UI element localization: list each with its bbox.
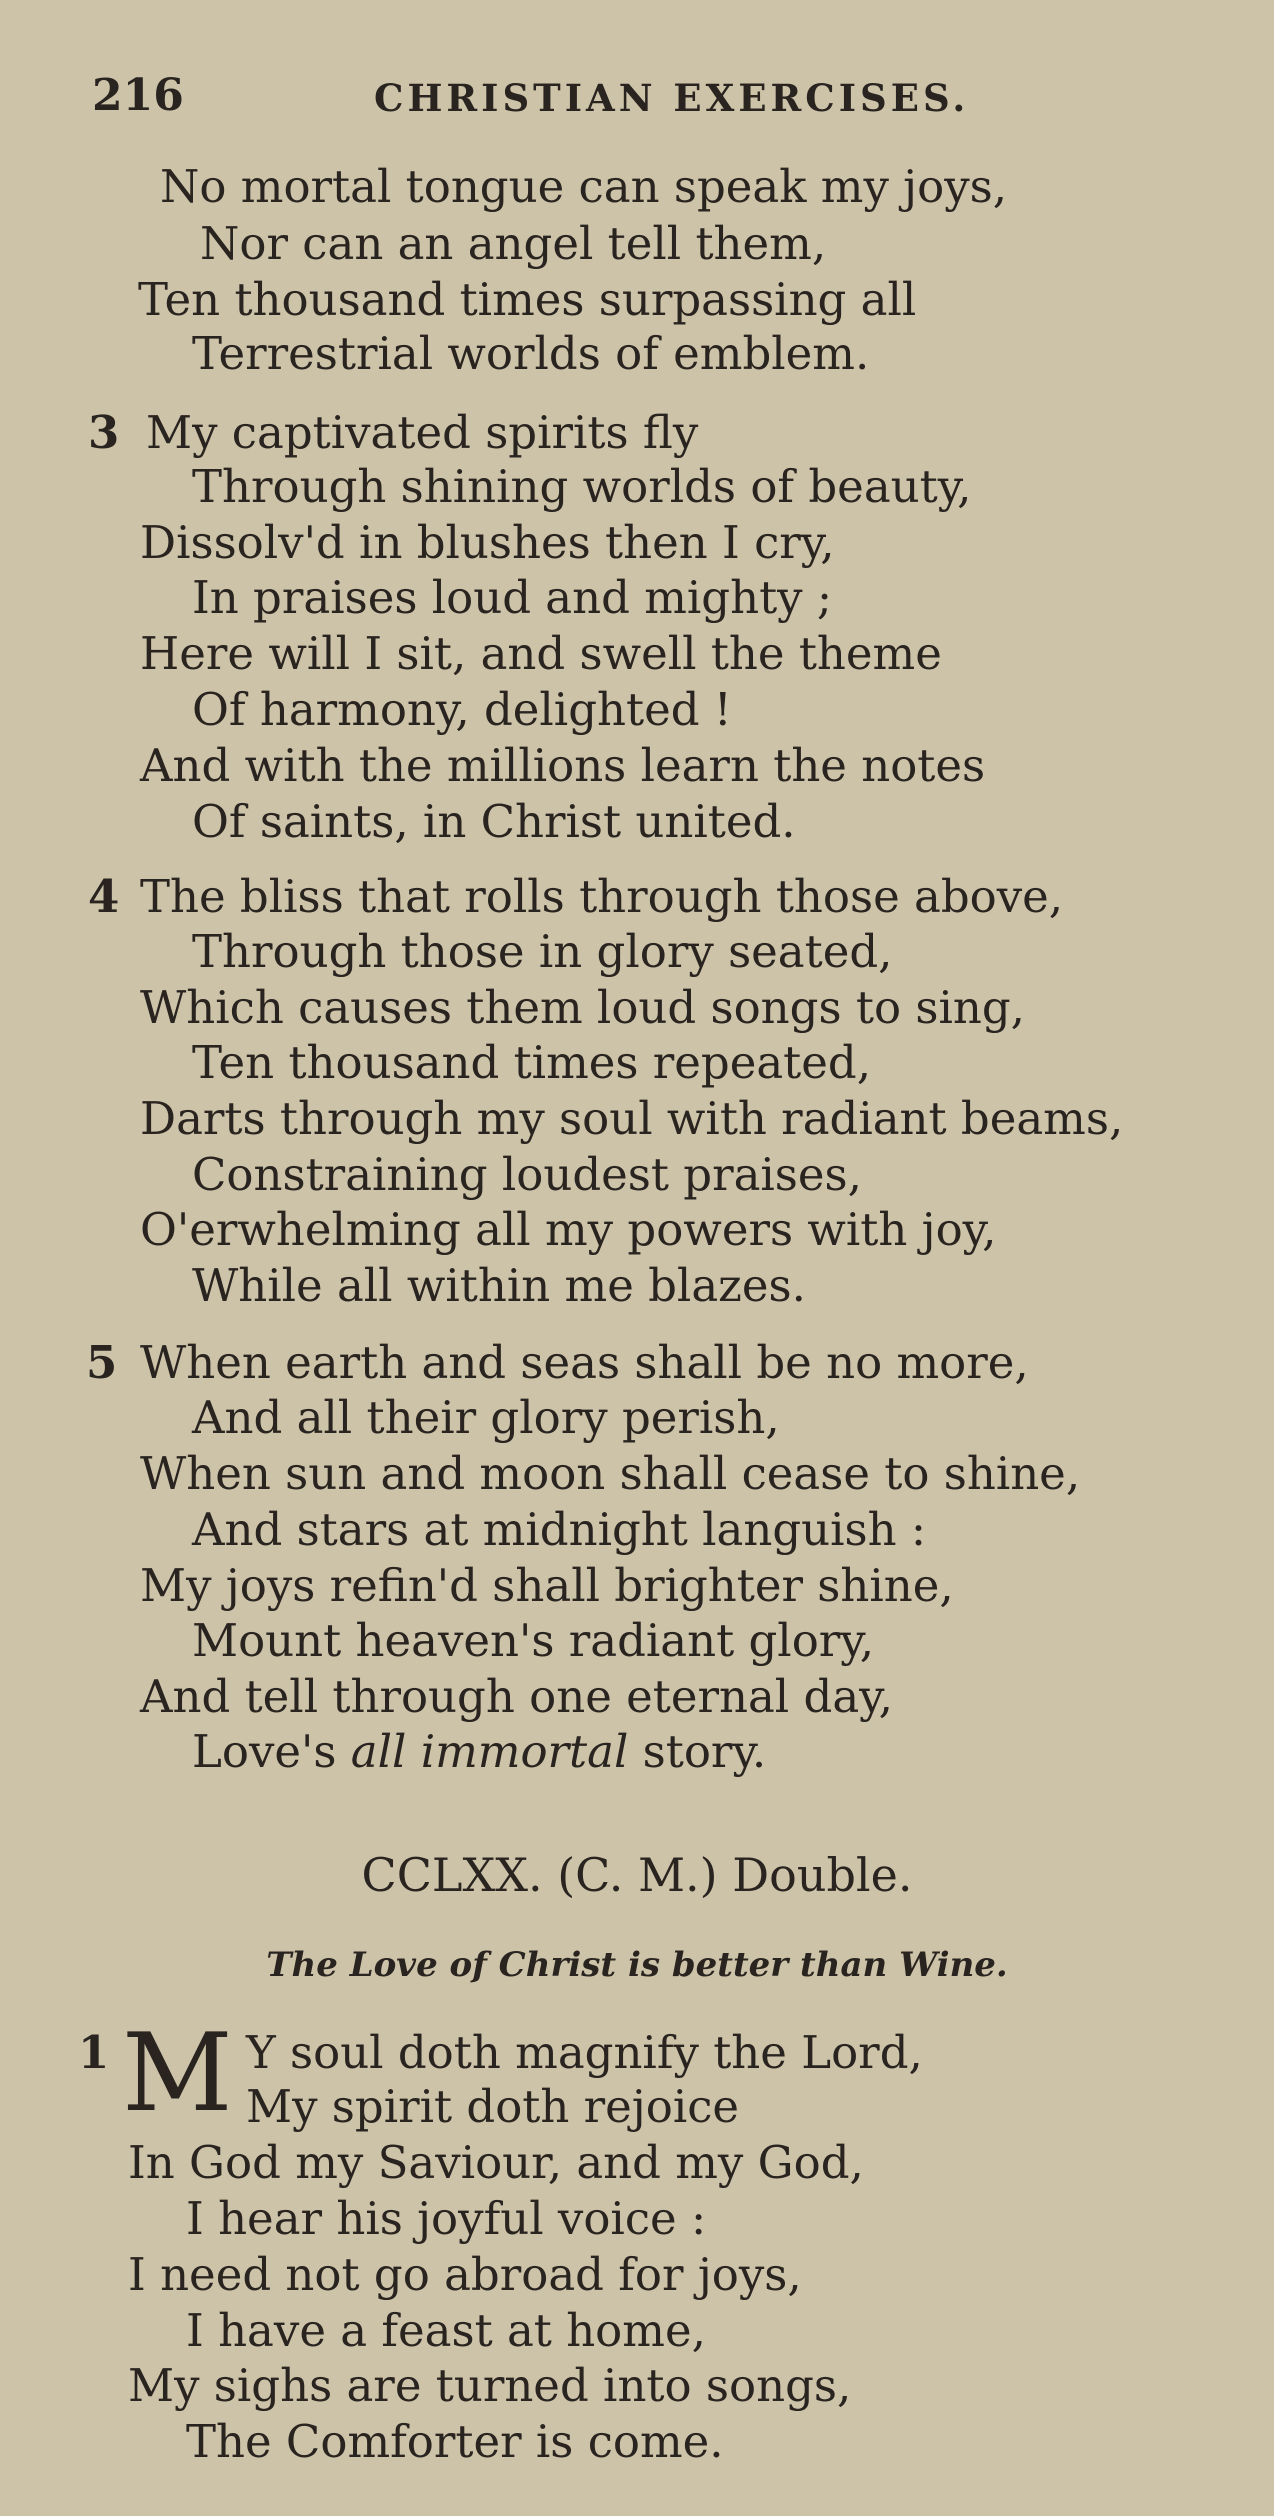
- line-start: Love's: [192, 1725, 351, 1778]
- verse-line: And tell through one eternal day,: [140, 1670, 893, 1723]
- drop-cap: M: [122, 2011, 233, 2136]
- running-title: CHRISTIAN EXERCISES.: [374, 76, 970, 120]
- verse-line: My joys refin'd shall brighter shine,: [140, 1559, 954, 1612]
- stanza-number: 5: [86, 1336, 118, 1389]
- verse-line: And all their glory perish,: [192, 1391, 780, 1444]
- verse-line: Y soul doth magnify the Lord,: [246, 2026, 923, 2079]
- verse-line: Ten thousand times repeated,: [192, 1036, 871, 1089]
- verse-line: When earth and seas shall be no more,: [140, 1336, 1029, 1389]
- verse-line: My spirit doth rejoice: [246, 2080, 740, 2133]
- stanza-number: 4: [88, 870, 120, 923]
- verse-line: Mount heaven's radiant glory,: [192, 1614, 875, 1667]
- verse-line: While all within me blazes.: [192, 1259, 806, 1312]
- verse-line: Nor can an angel tell them,: [200, 217, 827, 270]
- verse-line: [192, 1725, 767, 1778]
- hymn-subtitle: The Love of Christ is better than Wine.: [266, 1945, 1008, 1985]
- verse-line: Through shining worlds of beauty,: [192, 460, 972, 513]
- verse-line: Here will I sit, and swell the theme: [140, 627, 942, 680]
- verse-number: 1: [78, 2026, 110, 2079]
- line-end: story.: [628, 1725, 767, 1778]
- verse-line: I need not go abroad for joys,: [128, 2248, 802, 2301]
- page-header: [92, 70, 1192, 130]
- hymn-heading: CCLXX. (C. M.) Double.: [361, 1848, 913, 1902]
- verse-line: And with the millions learn the notes: [140, 739, 986, 792]
- verse-line: In praises loud and mighty ;: [192, 571, 833, 624]
- verse-line: Darts through my soul with radiant beams,: [140, 1092, 1124, 1145]
- verse-line: When sun and moon shall cease to shine,: [140, 1447, 1081, 1500]
- stanza-number: 3: [88, 406, 120, 459]
- verse-line: The Comforter is come.: [186, 2415, 724, 2468]
- verse-line: Terrestrial worlds of emblem.: [192, 327, 870, 380]
- verse-line: I have a feast at home,: [186, 2304, 706, 2357]
- verse-line: And stars at midnight languish :: [192, 1503, 927, 1556]
- verse-line: O'erwhelming all my powers with joy,: [140, 1203, 997, 1256]
- verse-line: Ten thousand times surpassing all: [138, 273, 917, 326]
- page-number: 216: [92, 70, 184, 121]
- verse-line: Of harmony, delighted !: [192, 683, 732, 736]
- verse-line: No mortal tongue can speak my joys,: [160, 160, 1008, 213]
- verse-line: Of saints, in Christ united.: [192, 795, 796, 848]
- italic-phrase: all immortal: [350, 1725, 629, 1778]
- verse-line: My sighs are turned into songs,: [128, 2359, 852, 2412]
- verse-line: Constraining loudest praises,: [192, 1148, 862, 1201]
- verse-line: Which causes them loud songs to sing,: [140, 981, 1025, 1034]
- verse-line: My captivated spirits fly: [146, 406, 699, 459]
- verse-line: In God my Saviour, and my God,: [128, 2136, 864, 2189]
- verse-line: Through those in glory seated,: [192, 925, 893, 978]
- verse-line: The bliss that rolls through those above,: [140, 870, 1064, 923]
- verse-line: I hear his joyful voice :: [186, 2192, 707, 2245]
- verse-line: Dissolv'd in blushes then I cry,: [140, 516, 835, 569]
